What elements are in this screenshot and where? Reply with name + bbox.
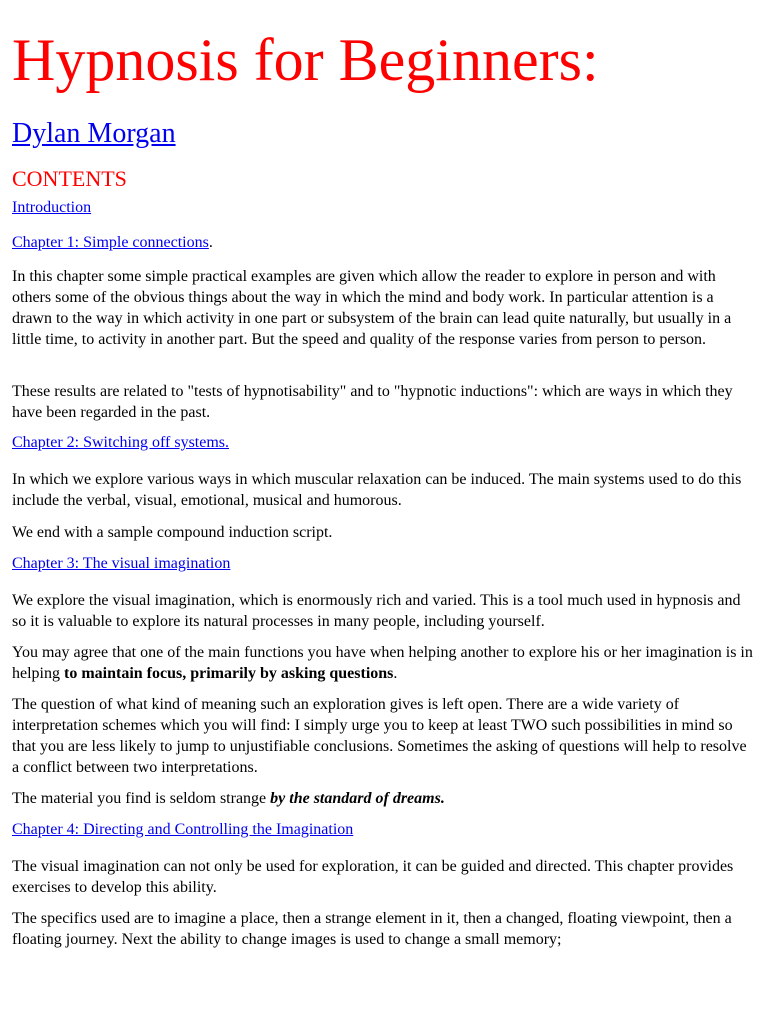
chapter-3-paragraph-4-emphasis: by the standard of dreams. xyxy=(270,790,445,807)
chapter-3-paragraph-2-bold: to maintain focus, primarily by asking questions xyxy=(64,665,394,682)
introduction-link[interactable]: Introduction xyxy=(12,199,92,216)
chapter-2-link[interactable]: Chapter 2: Switching off systems. xyxy=(12,434,230,451)
chapter-4-paragraph-1: The visual imagination can not only be used for exploration, it can be guided and directed. This chapter provides exercises to develop this ability. xyxy=(12,858,734,896)
chapter-3-paragraph-3: The question of what kind of meaning such an exploration gives is left open. There are a wide variety of interpretation schemes which you will find: I simply urge you to keep at least TWO such possibilities in mind so that you are less likely to jump to unjustifiable conclusions. Sometimes the asking of questions will help to resolve a conflict between two interpretations. xyxy=(12,696,747,776)
chapter-2-paragraph-1: In which we explore various ways in which muscular relaxation can be induced. The main systems used to do this include the verbal, visual, emotional, musical and humorous. xyxy=(12,471,742,509)
chapter-3-paragraph-1: We explore the visual imagination, which is enormously rich and varied. This is a tool much used in hypnosis and so it is valuable to explore its natural processes in many people, including yourself. xyxy=(12,592,741,630)
toc-item-chapter-2[interactable] xyxy=(12,434,756,452)
chapter-3-link[interactable]: Chapter 3: The visual imagination xyxy=(12,555,231,572)
document-title: Hypnosis for Beginners: xyxy=(12,27,599,93)
author-link[interactable]: Dylan Morgan xyxy=(12,118,176,149)
chapter-3-paragraph-2-end: . xyxy=(393,665,398,682)
document-page xyxy=(12,0,756,948)
chapter-4-paragraph-2: The specifics used are to imagine a place, then a strange element in it, then a changed, floating viewpoint, then a floating journey. Next the ability to change images is used to change a small memory; xyxy=(12,910,732,948)
chapter-2-paragraph-2: We end with a sample compound induction script. xyxy=(12,524,333,541)
chapter-3-paragraph-4 xyxy=(12,788,756,809)
toc-item-chapter-3[interactable] xyxy=(12,555,756,573)
toc-item-chapter-4[interactable] xyxy=(12,821,756,839)
contents-heading: CONTENTS xyxy=(12,166,127,191)
chapter-1-paragraph-2: These results are related to "tests of hypnotisability" and to "hypnotic inductions": which are ways in which they have been regarded in the past. xyxy=(12,383,733,421)
chapter-4-link[interactable]: Chapter 4: Directing and Controlling the Imagination xyxy=(12,821,354,838)
chapter-3-paragraph-2-start: You may agree that one of the main functions you have when helping another to explore his or her imagination is in helping xyxy=(12,644,753,682)
chapter-1-link[interactable]: Chapter 1: Simple connections xyxy=(12,234,209,251)
chapter-3-paragraph-4-start: The material you find is seldom strange xyxy=(12,790,271,807)
toc-item-introduction[interactable] xyxy=(12,199,756,217)
chapter-3-paragraph-2 xyxy=(12,642,756,684)
chapter-1-period: . xyxy=(208,234,213,251)
toc-item-chapter-1 xyxy=(12,234,756,252)
chapter-1-paragraph-1: In this chapter some simple practical examples are given which allow the reader to explore in person and with others some of the obvious things about the way in which the mind and body work. In particular attention is a drawn to the way in which activity in one part or subsystem of the brain can lead quite naturally, but usually in a little time, to activity in another part. But the speed and quality of the response varies from person to person. xyxy=(12,268,732,348)
